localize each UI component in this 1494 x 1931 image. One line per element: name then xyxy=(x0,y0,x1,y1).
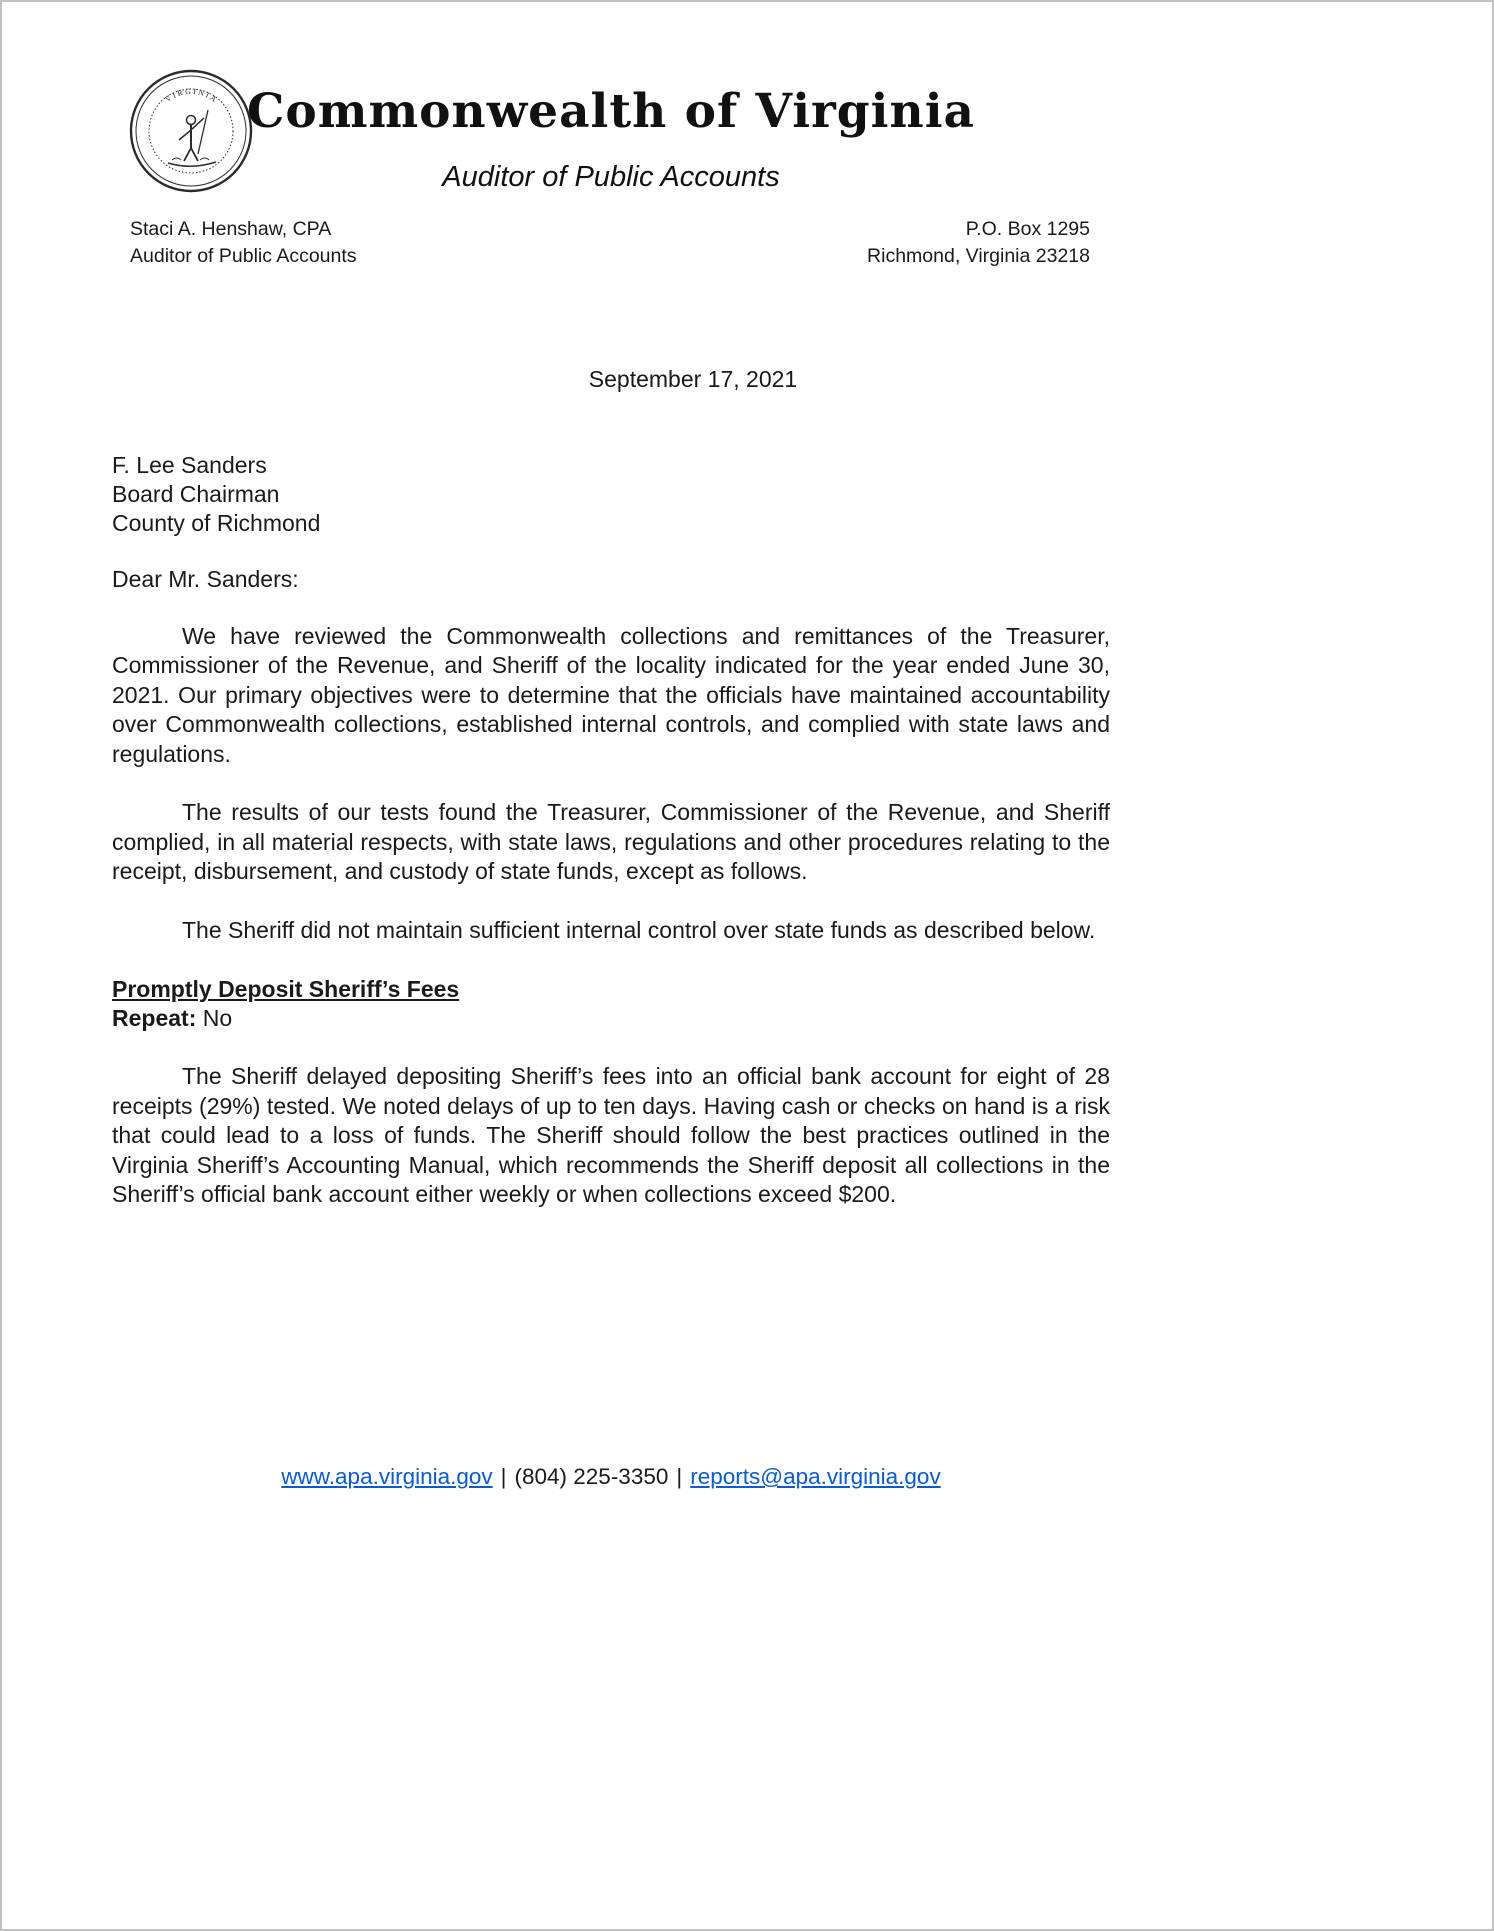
repeat-label: Repeat: xyxy=(112,1005,197,1032)
letterhead-title: Commonwealth of Virginia xyxy=(246,84,976,139)
repeat-value: No xyxy=(202,1005,233,1032)
email-link[interactable]: reports@apa.virginia.gov xyxy=(690,1464,941,1489)
svg-text:VIRGINIA: VIRGINIA xyxy=(163,86,220,105)
recipient-title: Board Chairman xyxy=(112,480,280,507)
salutation: Dear Mr. Sanders: xyxy=(112,565,299,592)
virginia-seal-icon xyxy=(128,68,254,194)
letter-content xyxy=(112,2,1110,1929)
repeat-line xyxy=(112,1004,1110,1033)
recipient-name: F. Lee Sanders xyxy=(112,451,267,478)
po-box: P.O. Box 1295 xyxy=(965,218,1090,240)
letterhead-contact-row xyxy=(112,216,1110,270)
office-address-block xyxy=(867,216,1090,270)
auditor-name: Staci A. Henshaw, CPA xyxy=(130,218,332,240)
footer-separator: | xyxy=(500,1464,507,1489)
letter-date: September 17, 2021 xyxy=(588,365,798,392)
website-link[interactable]: www.apa.virginia.gov xyxy=(281,1464,493,1489)
paragraph-review-scope: We have reviewed the Commonwealth collections and remittances of the Treasurer, Commissioner of the Revenue, and Sheriff of the locality indicated for the year ended June 30, 2021. Our primary objectives were to determine that the officials have maintained accountability over Commonwealth collections, established internal controls, and complied with state laws and regulations. xyxy=(112,622,1110,767)
finding-heading-text: Promptly Deposit Sheriff’s Fees xyxy=(112,976,460,1003)
letterhead-subtitle: Auditor of Public Accounts xyxy=(442,161,780,193)
finding-heading xyxy=(112,975,1110,1004)
paragraph-exception: The Sheriff did not maintain sufficient internal control over state funds as described below. xyxy=(182,916,1096,943)
recipient-locality: County of Richmond xyxy=(112,509,321,536)
paragraph-finding-detail: The Sheriff delayed depositing Sheriff’s fees into an official bank account for eight of 28 receipts (29%) tested. We noted delays of up to ten days. Having cash or checks on hand is a risk that could lead to a loss of funds. The Sheriff should follow the best practices outlined in the Virginia Sheriff’s Accounting Manual, which recommends the Sheriff deposit all collections in the Sheriff’s official bank account either weekly or when collections exceed $200. xyxy=(112,1063,1110,1208)
paragraph-results: The results of our tests found the Treasurer, Commissioner of the Revenue, and Sheriff complied, in all material respects, with state laws, regulations and other procedures relating to the receipt, disbursement, and custody of state funds, except as follows. xyxy=(112,799,1110,885)
auditor-name-block xyxy=(130,216,357,270)
recipient-block xyxy=(112,451,1110,538)
footer-separator-2: | xyxy=(676,1464,683,1489)
letter-header xyxy=(112,2,1110,270)
letter-footer xyxy=(112,1464,1110,1490)
phone-number: (804) 225-3350 xyxy=(514,1464,669,1489)
auditor-title: Auditor of Public Accounts xyxy=(130,244,357,267)
city-state-zip: Richmond, Virginia 23218 xyxy=(867,244,1090,267)
